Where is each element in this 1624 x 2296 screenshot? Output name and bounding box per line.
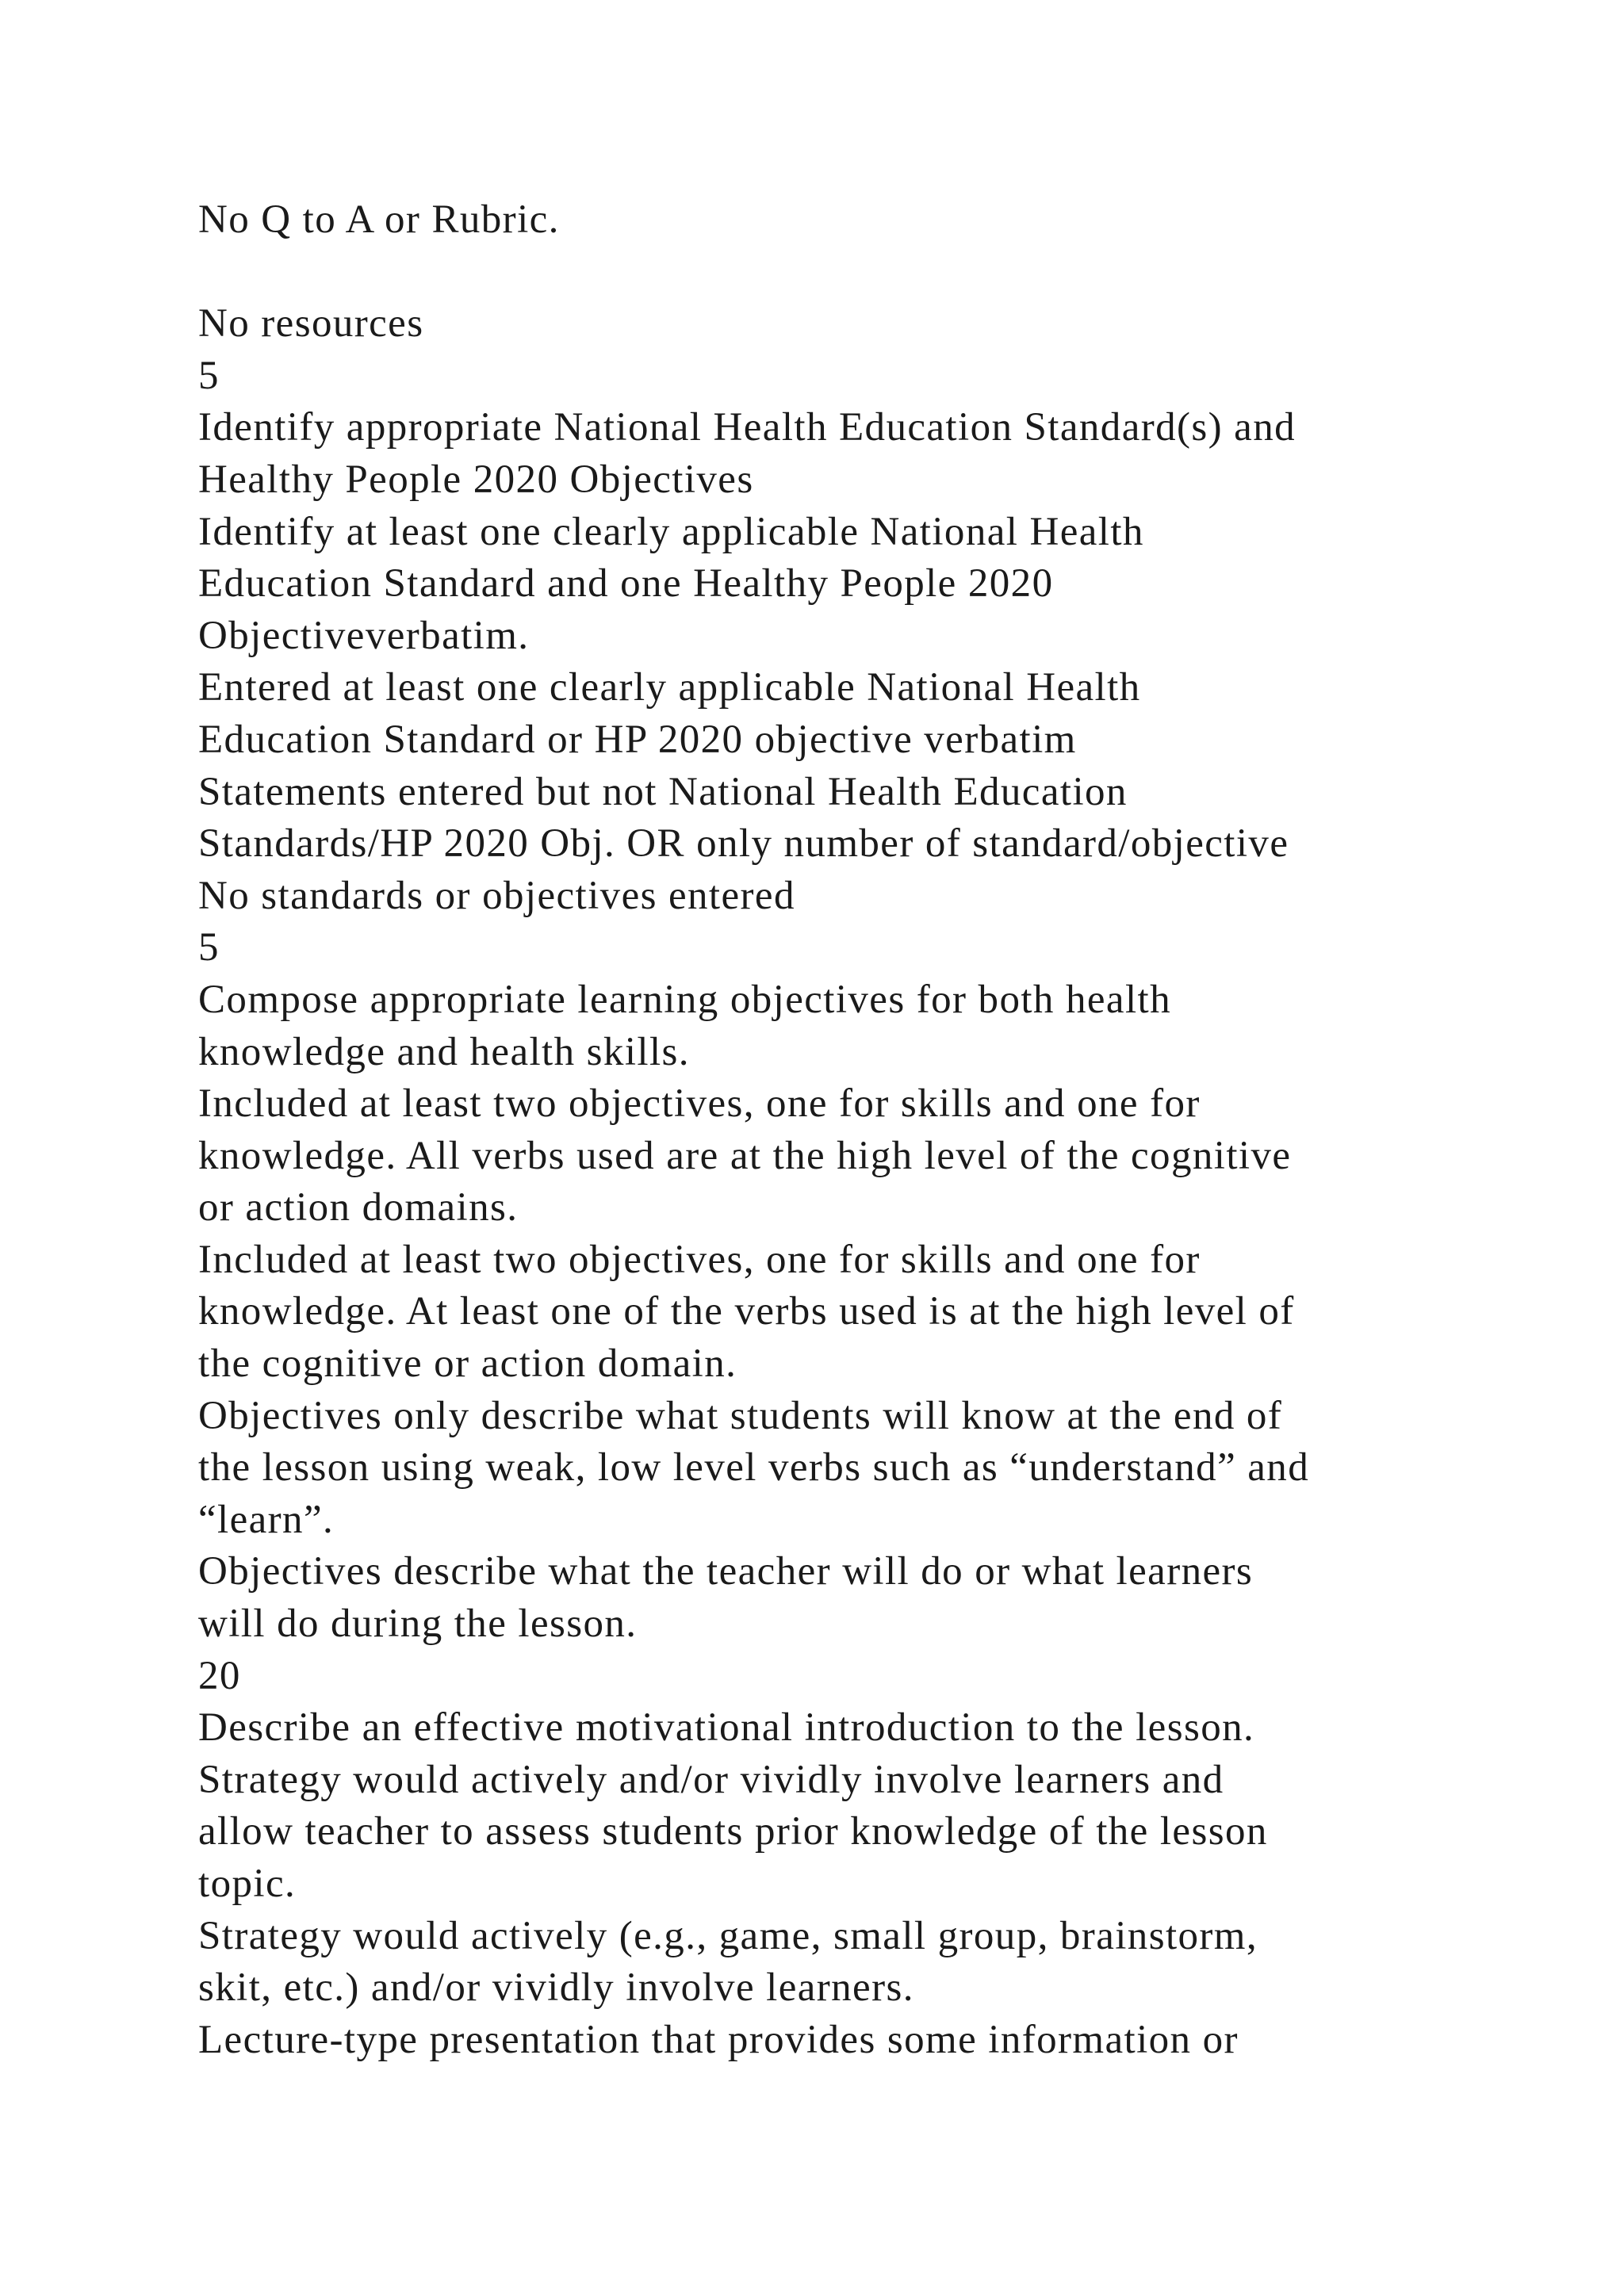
text-line: Entered at least one clearly applicable National Health — [198, 665, 1141, 710]
text-line: Compose appropriate learning objectives for both health — [198, 977, 1171, 1022]
text-line: Objectives describe what the teacher will do or what learners — [198, 1549, 1254, 1594]
text-line: topic. — [198, 1862, 297, 1906]
text-line: knowledge. All verbs used are at the high level of the cognitive — [198, 1133, 1292, 1178]
blank-line — [198, 247, 1499, 299]
text-line: Statements entered but not National Health Education — [198, 769, 1128, 814]
text-line: Describe an effective motivational introduction to the lesson. — [198, 1705, 1255, 1751]
text-line: Strategy would actively (e.g., game, small group, brainstorm, — [198, 1913, 1258, 1958]
text-line: No Q to A or Rubric. — [198, 197, 560, 242]
text-line: 5 — [198, 353, 220, 398]
text-line: Education Standard and one Healthy People 2020 — [198, 561, 1054, 607]
text-line: Education Standard or HP 2020 objective verbatim — [198, 717, 1077, 762]
text-line: skit, etc.) and/or vividly involve learners. — [198, 1965, 914, 2011]
text-line: Objectives only describe what students will know at the end of — [198, 1393, 1283, 1438]
text-line: Standards/HP 2020 Obj. OR only number of standard/objective — [198, 821, 1289, 867]
text-line: 20 — [198, 1653, 241, 1698]
text-line: or action domains. — [198, 1185, 519, 1230]
text-line: No resources — [198, 301, 424, 346]
text-line: Identify at least one clearly applicable National Health — [198, 509, 1144, 554]
text-line: Healthy People 2020 Objectives — [198, 457, 754, 502]
text-line: the lesson using weak, low level verbs such as “understand” and — [198, 1445, 1310, 1490]
text-line: Lecture-type presentation that provides some information or — [198, 2017, 1239, 2062]
text-line: allow teacher to assess students prior knowledge of the lesson — [198, 1809, 1268, 1854]
text-line: 5 — [198, 925, 220, 970]
text-line: No standards or objectives entered — [198, 873, 795, 918]
text-line: Strategy would actively and/or vividly involve learners and — [198, 1757, 1224, 1802]
text-line: knowledge and health skills. — [198, 1029, 690, 1074]
document-body — [198, 194, 1499, 2066]
text-line: knowledge. At least one of the verbs used is at the high level of — [198, 1289, 1295, 1334]
text-line: Identify appropriate National Health Education Standard(s) and — [198, 405, 1297, 450]
text-line: Included at least two objectives, one for skills and one for — [198, 1081, 1201, 1127]
text-line: Included at least two objectives, one for skills and one for — [198, 1237, 1201, 1282]
text-line: Objectiveverbatim. — [198, 613, 530, 658]
text-line: will do during the lesson. — [198, 1601, 638, 1647]
text-line: “learn”. — [198, 1497, 335, 1542]
text-line: the cognitive or action domain. — [198, 1341, 737, 1387]
